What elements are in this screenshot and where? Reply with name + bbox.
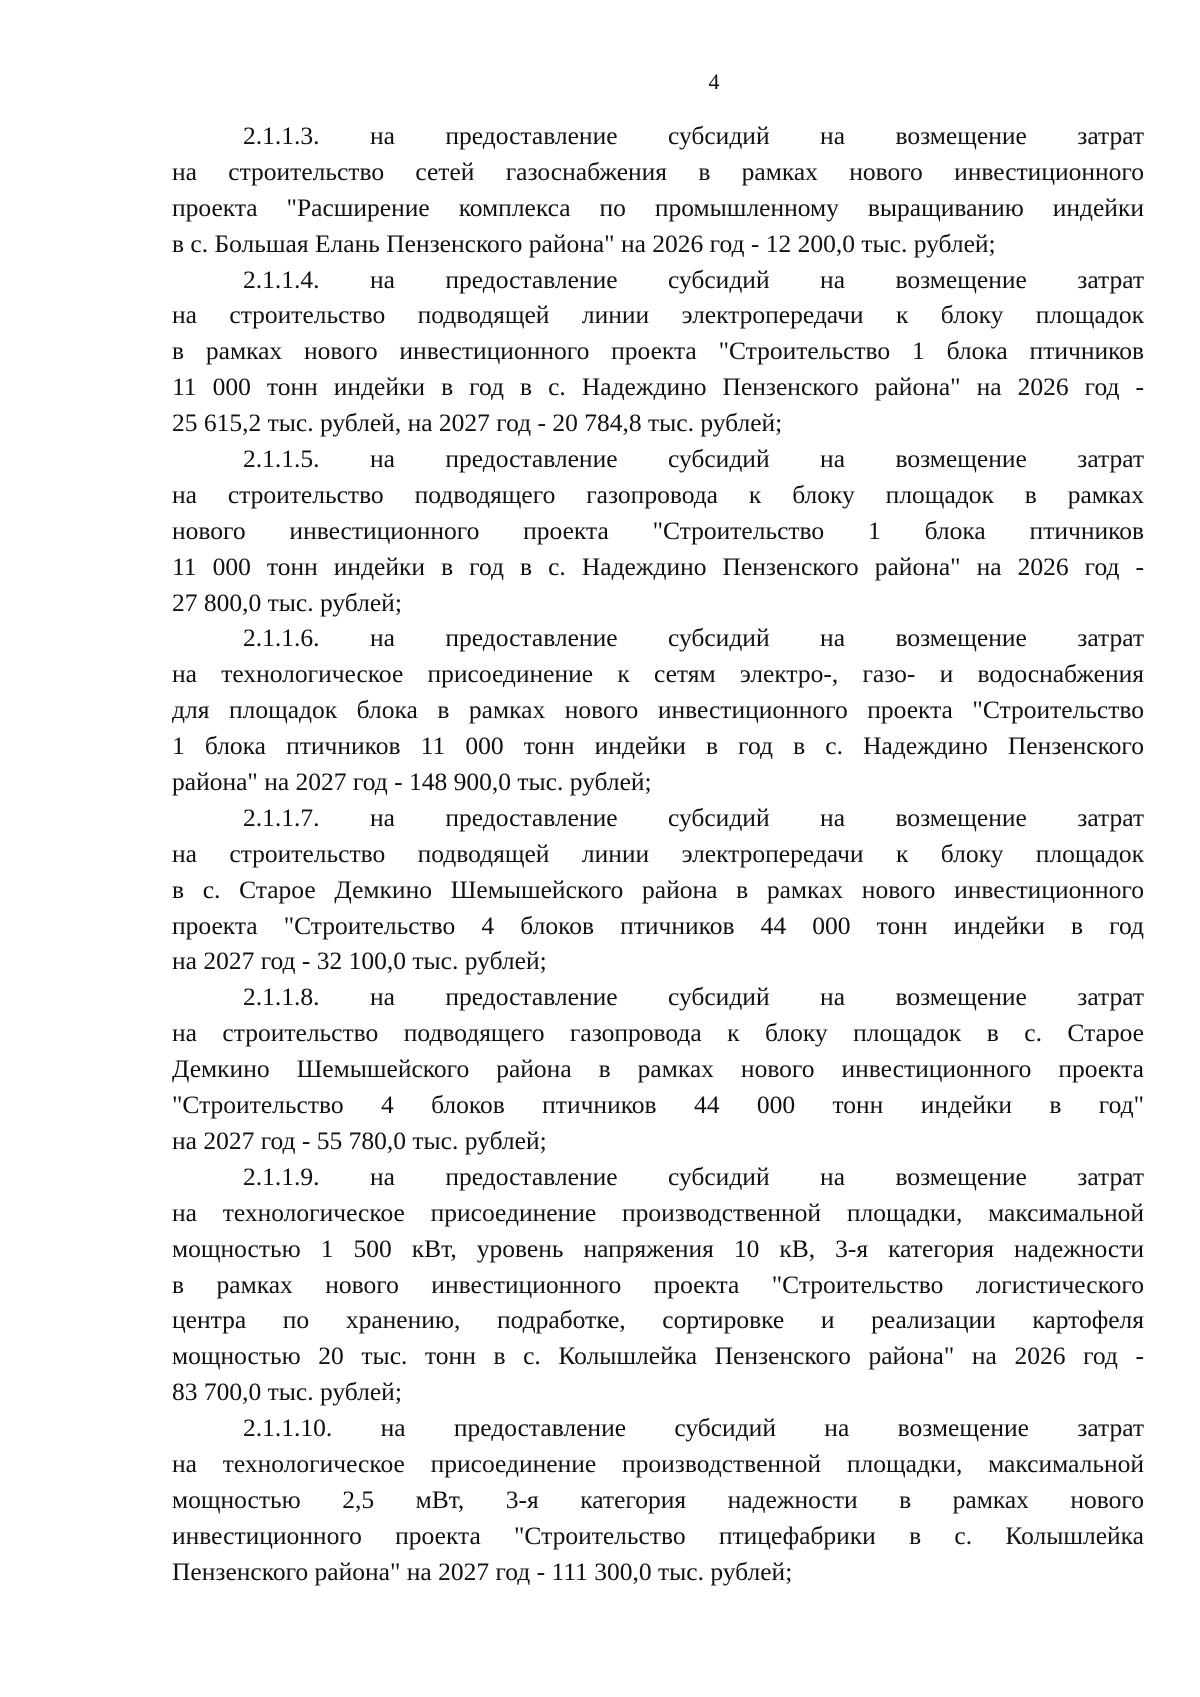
paragraph-line: на строительство сетей газоснабжения в рамках нового инвестиционного (172, 156, 1144, 186)
paragraph-line: нового инвестиционного проекта "Строительство 1 блока птичников (172, 515, 1144, 545)
paragraph-line: в рамках нового инвестиционного проекта "Строительство логистического (172, 1269, 1144, 1299)
paragraph-line: на строительство подводящей линии электропередачи к блоку площадок (172, 300, 1144, 330)
paragraph-line: 83 700,0 тыс. рублей; (172, 1377, 402, 1407)
paragraph-2-1-1-3 (172, 118, 1144, 262)
paragraph-2-1-1-6 (172, 620, 1144, 799)
paragraph-line: мощностью 1 500 кВт, уровень напряжения 10 кВ, 3-я категория надежности (172, 1233, 1144, 1263)
paragraph-line: центра по хранению, подработке, сортировке и реализации картофеля (172, 1305, 1144, 1335)
paragraph-line: на строительство подводящего газопровода к блоку площадок в рамках (172, 479, 1144, 509)
paragraph-line: 2.1.1.6. на предоставление субсидий на возмещение затрат (243, 623, 1144, 653)
document-body (172, 118, 1144, 1590)
paragraph-line: 27 800,0 тыс. рублей; (172, 587, 402, 617)
paragraph-line: района" на 2027 год - 148 900,0 тыс. рублей; (172, 767, 652, 797)
paragraph-line: на технологическое присоединение производственной площадки, максимальной (172, 1197, 1144, 1227)
paragraph-line: мощностью 2,5 мВт, 3-я категория надежности в рамках нового (172, 1484, 1144, 1514)
paragraph-line: в рамках нового инвестиционного проекта "Строительство 1 блока птичников (172, 336, 1144, 366)
paragraph-2-1-1-7 (172, 800, 1144, 979)
paragraph-line: мощностью 20 тыс. тонн в с. Колышлейка Пензенского района" на 2026 год - (172, 1341, 1144, 1371)
paragraph-line: 2.1.1.9. на предоставление субсидий на возмещение затрат (243, 1161, 1144, 1191)
paragraph-line: проекта "Строительство 4 блоков птичников 44 000 тонн индейки в год (172, 910, 1144, 940)
paragraph-2-1-1-5 (172, 441, 1144, 620)
paragraph-2-1-1-10 (172, 1410, 1144, 1589)
paragraph-line: инвестиционного проекта "Строительство птицефабрики в с. Колышлейка (172, 1520, 1144, 1550)
paragraph-line: для площадок блока в рамках нового инвестиционного проекта "Строительство (172, 695, 1144, 725)
paragraph-line: 25 615,2 тыс. рублей, на 2027 год - 20 784,8 тыс. рублей; (172, 408, 783, 438)
paragraph-2-1-1-8 (172, 979, 1144, 1158)
paragraph-line: в с. Старое Демкино Шемышейского района в рамках нового инвестиционного (172, 874, 1144, 904)
paragraph-line: 2.1.1.10. на предоставление субсидий на возмещение затрат (243, 1413, 1144, 1443)
paragraph-line: на строительство подводящего газопровода к блоку площадок в с. Старое (172, 1018, 1144, 1048)
paragraph-line: 11 000 тонн индейки в год в с. Надеждино Пензенского района" на 2026 год - (172, 372, 1144, 402)
paragraph-line: на строительство подводящей линии электропередачи к блоку площадок (172, 838, 1144, 868)
paragraph-line: 2.1.1.3. на предоставление субсидий на возмещение затрат (243, 121, 1144, 150)
paragraph-line: 2.1.1.7. на предоставление субсидий на возмещение затрат (243, 802, 1144, 832)
paragraph-line: 2.1.1.8. на предоставление субсидий на возмещение затрат (243, 982, 1144, 1012)
paragraph-2-1-1-4 (172, 262, 1144, 441)
paragraph-line: на технологическое присоединение производственной площадки, максимальной (172, 1448, 1144, 1478)
paragraph-2-1-1-9 (172, 1159, 1144, 1410)
paragraph-line: на 2027 год - 55 780,0 тыс. рублей; (172, 1125, 547, 1155)
paragraph-line: в с. Большая Елань Пензенского района" на 2026 год - 12 200,0 тыс. рублей; (172, 228, 996, 258)
paragraph-line: 2.1.1.5. на предоставление субсидий на возмещение затрат (243, 444, 1144, 474)
paragraph-line: Демкино Шемышейского района в рамках нового инвестиционного проекта (172, 1054, 1144, 1084)
paragraph-line: 2.1.1.4. на предоставление субсидий на возмещение затрат (243, 264, 1144, 294)
paragraph-line: "Строительство 4 блоков птичников 44 000 тонн индейки в год" (172, 1090, 1144, 1120)
paragraph-line: 11 000 тонн индейки в год в с. Надеждино Пензенского района" на 2026 год - (172, 551, 1144, 581)
paragraph-line: проекта "Расширение комплекса по промышленному выращиванию индейки (172, 192, 1144, 222)
paragraph-line: Пензенского района" на 2027 год - 111 300,0 тыс. рублей; (172, 1556, 793, 1586)
paragraph-line: 1 блока птичников 11 000 тонн индейки в год в с. Надеждино Пензенского (172, 731, 1144, 761)
page-number: 4 (708, 69, 720, 94)
paragraph-line: на технологическое присоединение к сетям электро-, газо- и водоснабжения (172, 659, 1144, 689)
paragraph-line: на 2027 год - 32 100,0 тыс. рублей; (172, 946, 547, 976)
